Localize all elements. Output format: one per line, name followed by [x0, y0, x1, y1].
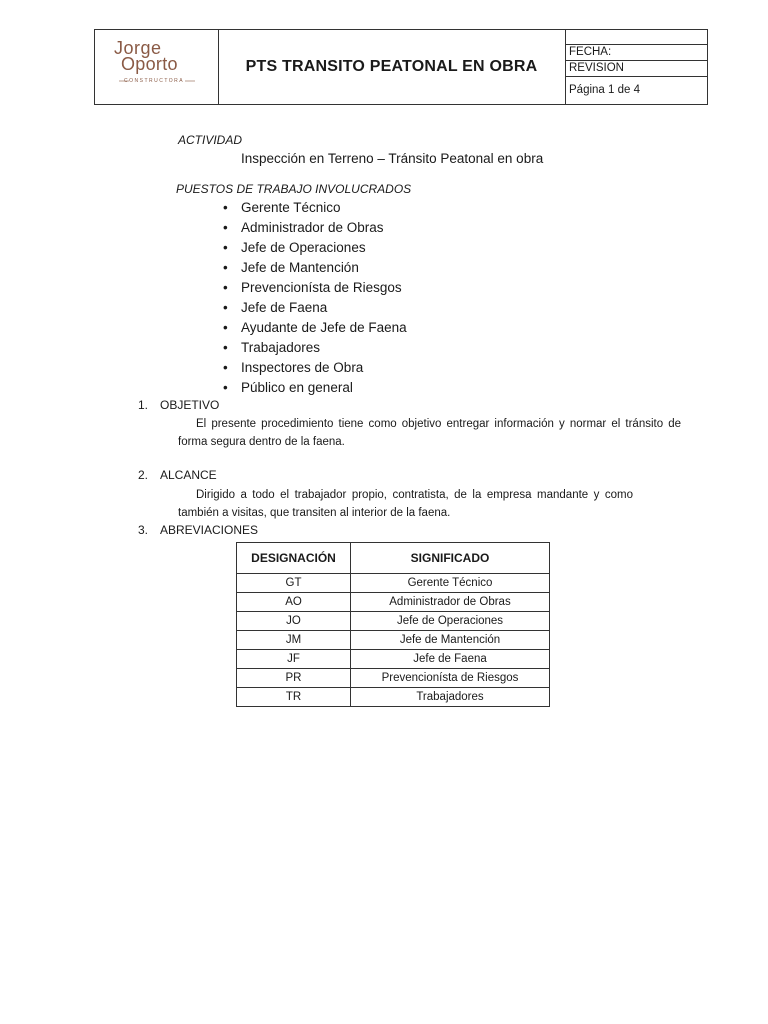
table-row	[237, 688, 550, 707]
section-number-alcance: 2.	[138, 468, 149, 482]
section-number-objetivo: 1.	[138, 398, 149, 412]
actividad-text: Inspección en Terreno – Tránsito Peatonal en obra	[241, 151, 544, 166]
list-item-text: Gerente Técnico	[241, 200, 341, 215]
table-row	[237, 612, 550, 631]
list-item-text: Jefe de Faena	[241, 300, 328, 315]
list-item-text: Trabajadores	[241, 340, 321, 355]
logo-text-jorge: Jorge	[114, 38, 162, 58]
meta-fecha: FECHA:	[566, 45, 707, 61]
list-item-text: Jefe de Mantención	[241, 260, 359, 275]
actividad-label: ACTIVIDAD	[178, 133, 243, 147]
table-cell: Administrador de Obras	[351, 593, 550, 612]
list-item-text: Jefe de Operaciones	[241, 240, 366, 255]
table-cell: JF	[237, 650, 351, 669]
document-title-cell	[218, 30, 566, 104]
section-title-abreviaciones: ABREVIACIONES	[160, 523, 259, 537]
document-header	[94, 29, 708, 105]
column-header-significado: SIGNIFICADO	[351, 543, 550, 574]
table-cell: Trabajadores	[351, 688, 550, 707]
table-header-row	[237, 543, 550, 574]
table-cell: Prevencionísta de Riesgos	[351, 669, 550, 688]
list-item-text: Administrador de Obras	[241, 220, 384, 235]
list-item-text: Público en general	[241, 380, 353, 395]
table-row	[237, 650, 550, 669]
table-cell: JO	[237, 612, 351, 631]
document-title: PTS TRANSITO PEATONAL EN OBRA	[245, 58, 538, 75]
table-cell: Jefe de Mantención	[351, 631, 550, 650]
list-item-text: Ayudante de Jefe de Faena	[241, 320, 407, 335]
table-row	[237, 574, 550, 593]
company-logo	[95, 30, 219, 104]
table-cell: Gerente Técnico	[351, 574, 550, 593]
list-item-text: Prevencionísta de Riesgos	[241, 280, 402, 295]
section-title-objetivo: OBJETIVO	[160, 398, 220, 412]
table-cell: AO	[237, 593, 351, 612]
meta-pagina: Página 1 de 4	[569, 84, 640, 96]
table-cell: Jefe de Operaciones	[351, 612, 550, 631]
table-cell: Jefe de Faena	[351, 650, 550, 669]
meta-revision: REVISION	[566, 61, 707, 77]
table-row	[237, 593, 550, 612]
list-item-text: Inspectores de Obra	[241, 360, 364, 375]
abbreviations-table	[236, 542, 550, 707]
section-number-abreviaciones: 3.	[138, 523, 149, 537]
document-meta	[566, 30, 707, 104]
table-cell: GT	[237, 574, 351, 593]
alcance-text: Dirigido a todo el trabajador propio, contratista, de la empresa mandante y como también a visitas, que transiten al interior de la faena.	[178, 489, 633, 519]
table-row	[237, 669, 550, 688]
column-header-designacion: DESIGNACIÓN	[237, 543, 351, 574]
table-row	[237, 631, 550, 650]
section-title-alcance: ALCANCE	[160, 468, 217, 482]
logo-tagline: CONSTRUCTORA	[124, 78, 185, 84]
objetivo-text: El presente procedimiento tiene como objetivo entregar información y normar el tránsito de forma segura dentro de la faena.	[178, 418, 681, 448]
meta-blank-row	[566, 30, 707, 45]
table-cell: TR	[237, 688, 351, 707]
puestos-label: PUESTOS DE TRABAJO INVOLUCRADOS	[176, 182, 412, 196]
table-cell: PR	[237, 669, 351, 688]
table-cell: JM	[237, 631, 351, 650]
logo-text-oporto: Oporto	[121, 54, 178, 74]
